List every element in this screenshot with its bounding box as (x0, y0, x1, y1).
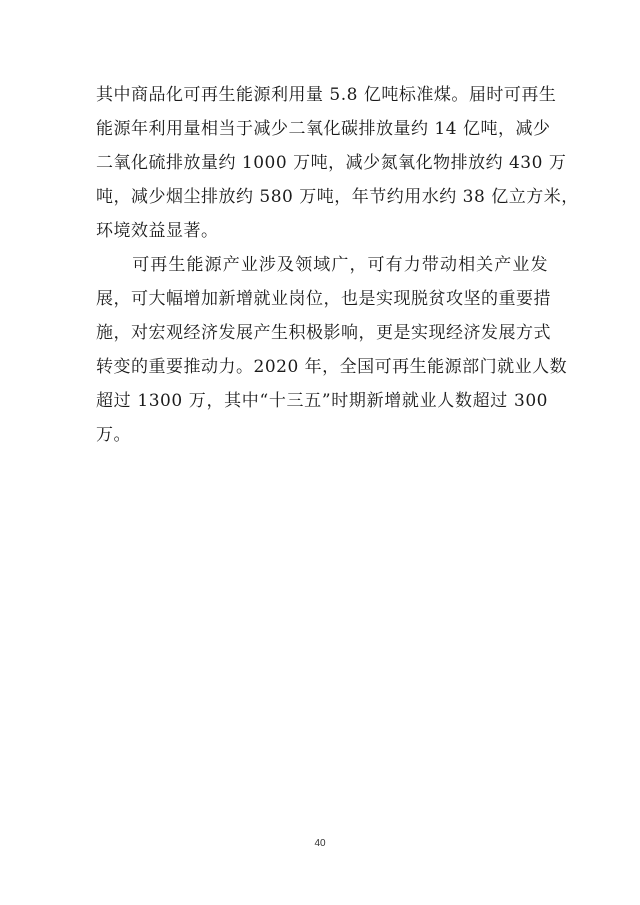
text-line: 其中商品化可再生能源利用量 5.8 亿吨标准煤。届时可再生 (96, 85, 557, 105)
text-line: 吨，减少烟尘排放约 580 万吨，年节约用水约 38 亿立方米， (96, 187, 579, 207)
text-line: 超过 1300 万，其中“十三五”时期新增就业人数超过 300 (96, 391, 548, 411)
text-line: 转变的重要推动力。2020 年，全国可再生能源部门就业人数 (96, 357, 568, 377)
paragraph-industry-employment (96, 248, 568, 452)
text-line: 施，对宏观经济发展产生积极影响，更是实现经济发展方式 (96, 323, 551, 343)
text-line: 能源年利用量相当于减少二氧化碳排放量约 14 亿吨，减少 (96, 119, 551, 139)
text-line: 环境效益显著。 (96, 221, 219, 241)
text-line: 二氧化硫排放量约 1000 万吨，减少氮氧化物排放约 430 万 (96, 153, 567, 173)
page-number: 40 (314, 838, 326, 849)
paragraph-environmental-benefits (96, 78, 579, 248)
text-line: 万。 (96, 425, 131, 445)
text-line: 可再生能源产业涉及领域广，可有力带动相关产业发 (96, 255, 548, 275)
text-line: 展，可大幅增加新增就业岗位，也是实现脱贫攻坚的重要措 (96, 289, 551, 309)
